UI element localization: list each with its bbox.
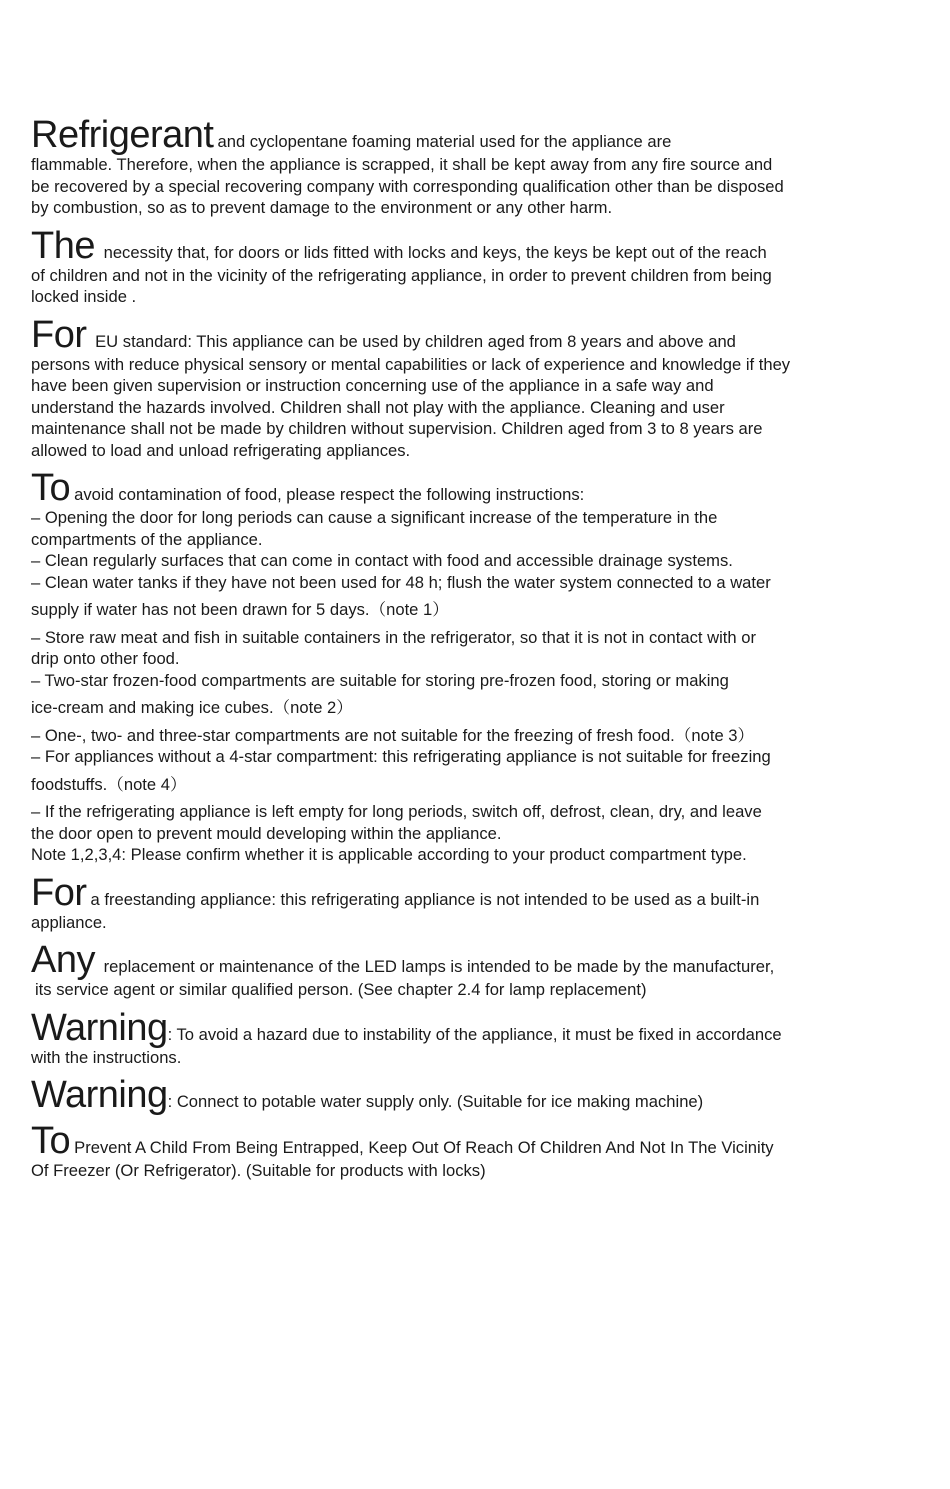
drop-cap-word: For <box>31 313 87 356</box>
paragraph-line: its service agent or similar qualified person. (See chapter 2.4 for lamp replacement) <box>35 980 647 999</box>
paragraph-warning-water <box>31 1076 911 1114</box>
paragraph-lead: Prevent A Child From Being Entrapped, Keep Out Of Reach Of Children And Not In The Vicinity <box>74 1138 774 1157</box>
paragraph-warning-instability <box>31 1006 911 1069</box>
paragraph-lead: replacement or maintenance of the LED lamps is intended to be made by the manufacturer, <box>98 957 775 976</box>
drop-cap-word: Warning <box>31 1074 168 1116</box>
paragraph-eu-standard <box>31 313 911 462</box>
drop-cap-word: Any <box>31 939 95 981</box>
instruction-line: compartments of the appliance. <box>31 529 263 549</box>
instruction-line: foodstuffs.（note 4） <box>31 774 187 794</box>
instruction-line: – One-, two- and three-star compartments are not suitable for the freezing of fresh food.（note 3） <box>31 725 755 745</box>
paragraph-line: allowed to load and unload refrigerating appliances. <box>31 440 411 460</box>
paragraph-line: persons with reduce physical sensory or mental capabilities or lack of experience and knowledge if they <box>31 354 791 374</box>
paragraph-lead: : Connect to potable water supply only. (Suitable for ice making machine) <box>167 1092 704 1111</box>
paragraph-line: with the instructions. <box>31 1047 182 1067</box>
paragraph-line: be recovered by a special recovering company with corresponding qualification other than be disposed <box>31 176 784 196</box>
safety-document <box>31 116 911 1182</box>
note-line: Note 1,2,3,4: Please confirm whether it is applicable according to your product compartment type. <box>31 845 747 864</box>
drop-cap-word: Refrigerant <box>31 114 214 156</box>
paragraph-lead: a freestanding appliance: this refrigerating appliance is not intended to be used as a built-in <box>90 889 760 909</box>
drop-cap-word: The <box>31 224 95 267</box>
paragraph-line: by combustion, so as to prevent damage to the environment or any other harm. <box>31 198 613 217</box>
instruction-line: – Store raw meat and fish in suitable containers in the refrigerator, so that it is not in contact with or <box>31 627 756 647</box>
instruction-line: – Clean regularly surfaces that can come in contact with food and accessible drainage systems. <box>31 551 733 570</box>
instruction-line: – Two-star frozen-food compartments are suitable for storing pre-frozen food, storing or making <box>31 670 729 690</box>
drop-cap-word: To <box>31 1120 71 1162</box>
paragraph-line: Of Freezer (Or Refrigerator). (Suitable for products with locks) <box>31 1161 486 1180</box>
paragraph-line: appliance. <box>31 912 107 932</box>
instruction-line: the door open to prevent mould developing within the appliance. <box>31 823 502 843</box>
paragraph-lead: and cyclopentane foaming material used for the appliance are <box>217 132 672 151</box>
instruction-line: drip onto other food. <box>31 649 180 668</box>
instruction-line: ice-cream and making ice cubes.（note 2） <box>31 698 353 717</box>
instruction-line: – Opening the door for long periods can cause a significant increase of the temperature in the <box>31 508 718 527</box>
drop-cap-word: For <box>31 871 87 914</box>
drop-cap-word: To <box>31 467 71 509</box>
paragraph-line: locked inside . <box>31 287 137 306</box>
instruction-line: supply if water has not been drawn for 5 days.（note 1） <box>31 600 449 619</box>
instruction-line: – If the refrigerating appliance is left empty for long periods, switch off, defrost, clean, dry, and leave <box>31 802 762 821</box>
paragraph-lead: : To avoid a hazard due to instability of the appliance, it must be fixed in accordance <box>167 1024 782 1044</box>
paragraph-refrigerant <box>31 116 911 219</box>
paragraph-line: flammable. Therefore, when the appliance is scrapped, it shall be kept away from any fire source and <box>31 155 773 174</box>
paragraph-led-lamps <box>31 941 911 1001</box>
instruction-line: – For appliances without a 4-star compartment: this refrigerating appliance is not suitable for freezing <box>31 747 771 766</box>
paragraph-lead: EU standard: This appliance can be used by children aged from 8 years and above and <box>90 331 736 351</box>
paragraph-line: understand the hazards involved. Children shall not play with the appliance. Cleaning and user <box>31 397 725 417</box>
paragraph-lead: necessity that, for doors or lids fitted with locks and keys, the keys be kept out of the reach <box>98 242 767 262</box>
paragraph-line: maintenance shall not be made by children without supervision. Children aged from 3 to 8 years are <box>31 419 763 438</box>
paragraph-line: have been given supervision or instruction concerning use of the appliance in a safe way and <box>31 376 714 395</box>
paragraph-locks-keys <box>31 224 911 308</box>
paragraph-freestanding <box>31 871 911 934</box>
paragraph-lead: avoid contamination of food, please respect the following instructions: <box>74 485 585 504</box>
paragraph-child-entrapment <box>31 1122 911 1182</box>
instruction-line: – Clean water tanks if they have not been used for 48 h; flush the water system connected to a water <box>31 572 771 592</box>
drop-cap-word: Warning <box>31 1006 168 1049</box>
paragraph-food-contamination <box>31 469 911 866</box>
paragraph-line: of children and not in the vicinity of the refrigerating appliance, in order to prevent children from being <box>31 265 772 285</box>
